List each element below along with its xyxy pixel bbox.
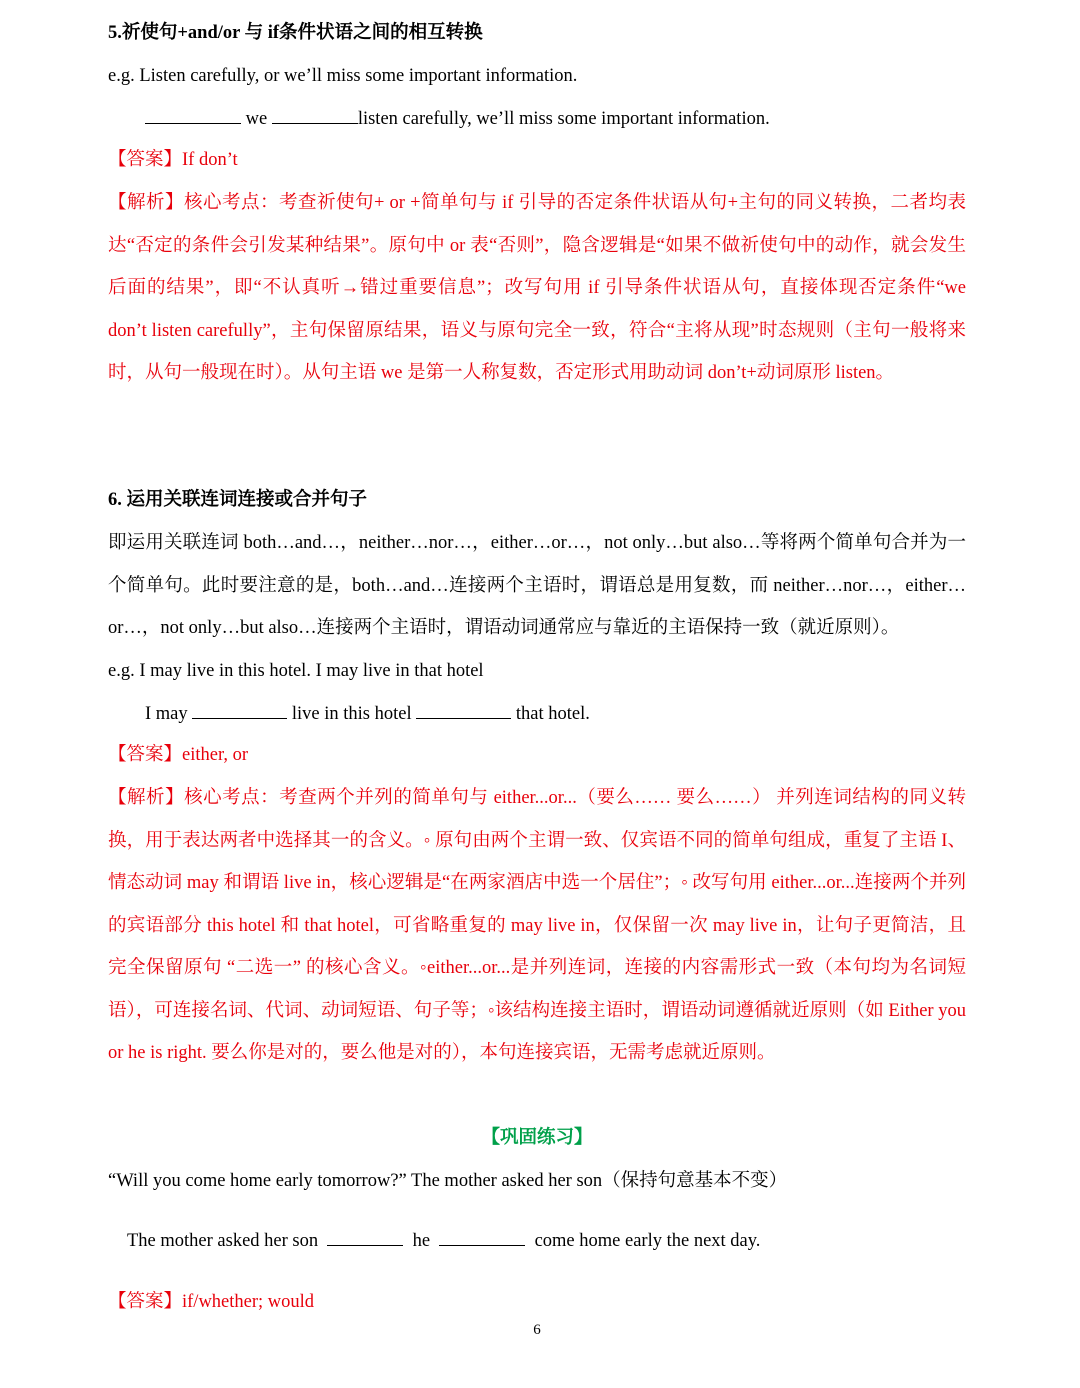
section6-answer: 【答案】either, or — [108, 745, 249, 765]
section6-analysis: 【解析】核心考点：考查两个并列的简单句与 either...or...（要么…… 要么……） 并列连词结构的同义转换，用于表达两者中选择其一的含义。◦ 原句由两个主谓一致、仅宾语不同的简单句组成，重复了主语 I、情态动词 may 和谓语 live in，核心逻辑是“在两家酒店中选一个居住”；◦ 改写句用 either...or...连接两个并列的宾语部分 this hotel 和 that hotel，可省略重复的 may live in，仅保留一次 may live in，让句子更简洁，且完全保留原句 “二选一” 的核心含义。◦either...or...是并列连词，连接的内容需形式一致（本句均为名词短语），可连接名词、代词、动词短语、句子等；◦该结构连接主语时，谓语动词遵循就近原则（如 Either you or he is right. 要么你是对的，要么他是对的），本句连接宾语，无需考虑就近原则。 — [108, 788, 966, 1063]
answer-blank[interactable] — [145, 105, 241, 124]
section6-heading: 6. 运用关联连词连接或合并句子 — [108, 490, 368, 510]
answer-blank[interactable] — [327, 1227, 403, 1246]
section5-answer: 【答案】If don’t — [108, 150, 238, 170]
answer-blank[interactable] — [416, 700, 511, 719]
page-number: 6 — [533, 1322, 541, 1338]
practice-exercise — [127, 1227, 760, 1255]
section6-exercise — [145, 700, 590, 728]
practice-title: 【巩固练习】 — [481, 1128, 593, 1148]
exercise-text: The mother asked her son — [127, 1231, 319, 1251]
answer-blank[interactable] — [192, 700, 287, 719]
section5-exercise — [145, 105, 770, 133]
section6-example: e.g. I may live in this hotel. I may live in that hotel — [108, 661, 484, 681]
section5-analysis: 【解析】核心考点：考查祈使句+ or +简单句与 if 引导的否定条件状语从句+主句的同义转换，二者均表达“否定的条件会引发某种结果”。原句中 or 表“否则”，隐含逻辑是“如果不做祈使句中的动作，就会发生后面的结果”，即“不认真听→错过重要信息”；改写句用 if 引导条件状语从句，直接体现否定条件“we don’t listen carefully”，主句保留原结果，语义与原句完全一致，符合“主将从现”时态规则（主句一般将来时，从句一般现在时）。从句主语 we 是第一人称复数，否定形式用助动词 don’t+动词原形 listen。 — [108, 193, 966, 383]
answer-blank[interactable] — [439, 1227, 525, 1246]
exercise-text: listen carefully, we’ll miss some important information. — [357, 109, 770, 129]
section6-intro: 即运用关联连词 both…and…，neither…nor…，either…or…，not only…but also…等将两个简单句合并为一个简单句。此时要注意的是，both…and…连接两个主语时，谓语总是用复数，而 neither…nor…，either…or…，not only…but also…连接两个主语时，谓语动词通常应与靠近的主语保持一致（就近原则）。 — [108, 533, 966, 638]
exercise-text: we — [245, 109, 268, 129]
answer-blank[interactable] — [272, 105, 358, 124]
practice-answer: 【答案】if/whether; would — [108, 1292, 315, 1312]
exercise-text: that hotel. — [515, 704, 590, 724]
exercise-text: live in this hotel — [291, 704, 412, 724]
section5-example: e.g. Listen carefully, or we’ll miss some important information. — [108, 66, 578, 86]
section5-heading: 5.祈使句+and/or 与 if条件状语之间的相互转换 — [108, 23, 483, 43]
exercise-text: I may — [145, 704, 188, 724]
exercise-text: he — [412, 1231, 431, 1251]
exercise-text: come home early the next day. — [534, 1231, 761, 1251]
practice-question: “Will you come home early tomorrow?” The mother asked her son（保持句意基本不变） — [108, 1171, 788, 1191]
